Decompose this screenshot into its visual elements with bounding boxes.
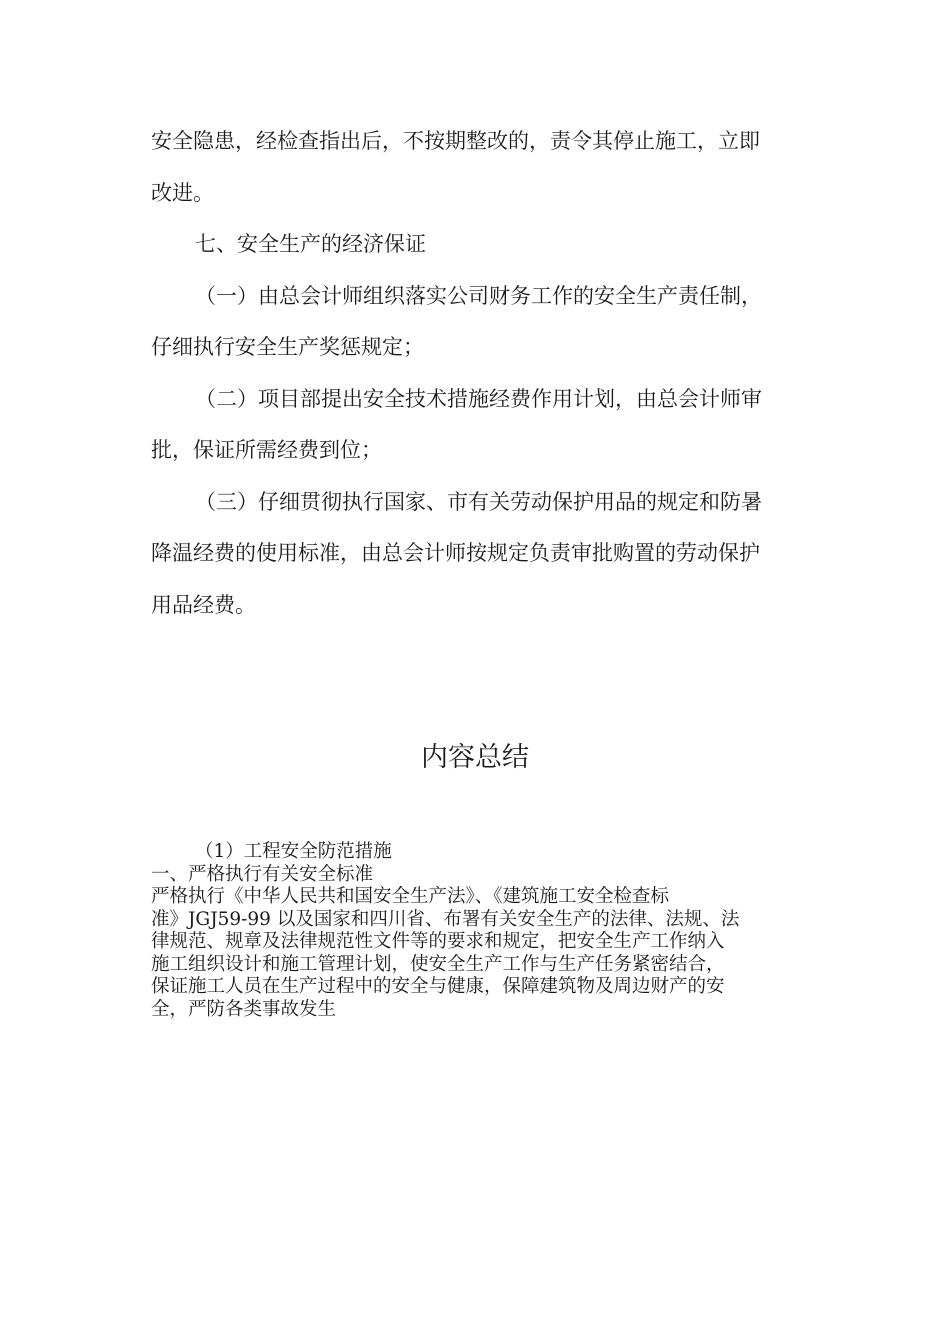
body-line: 安全隐患，经检查指出后，不按期整改的，责令其停止施工，立即 <box>151 129 760 153</box>
body-line: 仔细执行安全生产奖惩规定； <box>151 335 424 359</box>
summary-line: 律规范、规章及法律规范性文件等的要求和规定，把安全生产工作纳入 <box>151 931 725 952</box>
summary-text <box>151 841 801 1021</box>
body-text <box>151 116 801 631</box>
section-heading: 七、安全生产的经济保证 <box>195 232 426 256</box>
summary-line: （1）工程安全防范措施 <box>195 841 392 862</box>
summary-line: 严格执行《中华人民共和国安全生产法》、《建筑施工安全检查标 <box>151 886 670 907</box>
body-line: 用品经费。 <box>151 592 256 617</box>
summary-line: 准》JGJ59-99 以及国家和四川省、布署有关安全生产的法律、法规、法 <box>151 908 740 930</box>
body-line: 降温经费的使用标准，由总会计师按规定负责审批购置的劳动保护 <box>151 541 760 565</box>
summary-line: 施工组织设计和施工管理计划，使安全生产工作与生产任务紧密结合， <box>151 953 725 975</box>
body-line: （三）仔细贯彻执行国家、市有关劳动保护用品的规定和防暑 <box>195 489 762 514</box>
summary-line: 一、严格执行有关安全标准 <box>151 863 374 885</box>
summary-line: 保证施工人员在生产过程中的安全与健康，保障建筑物及周边财产的安 <box>151 976 725 997</box>
summary-title: 内容总结 <box>421 742 529 773</box>
body-line: 改进。 <box>151 180 214 205</box>
body-line: （二）项目部提出安全技术措施经费作用计划，由总会计师审 <box>195 386 762 411</box>
body-line: 批，保证所需经费到位； <box>151 438 382 462</box>
body-line: （一）由总会计师组织落实公司财务工作的安全生产责任制， <box>195 283 762 308</box>
summary-line: 全，严防各类事故发生 <box>151 998 337 1020</box>
